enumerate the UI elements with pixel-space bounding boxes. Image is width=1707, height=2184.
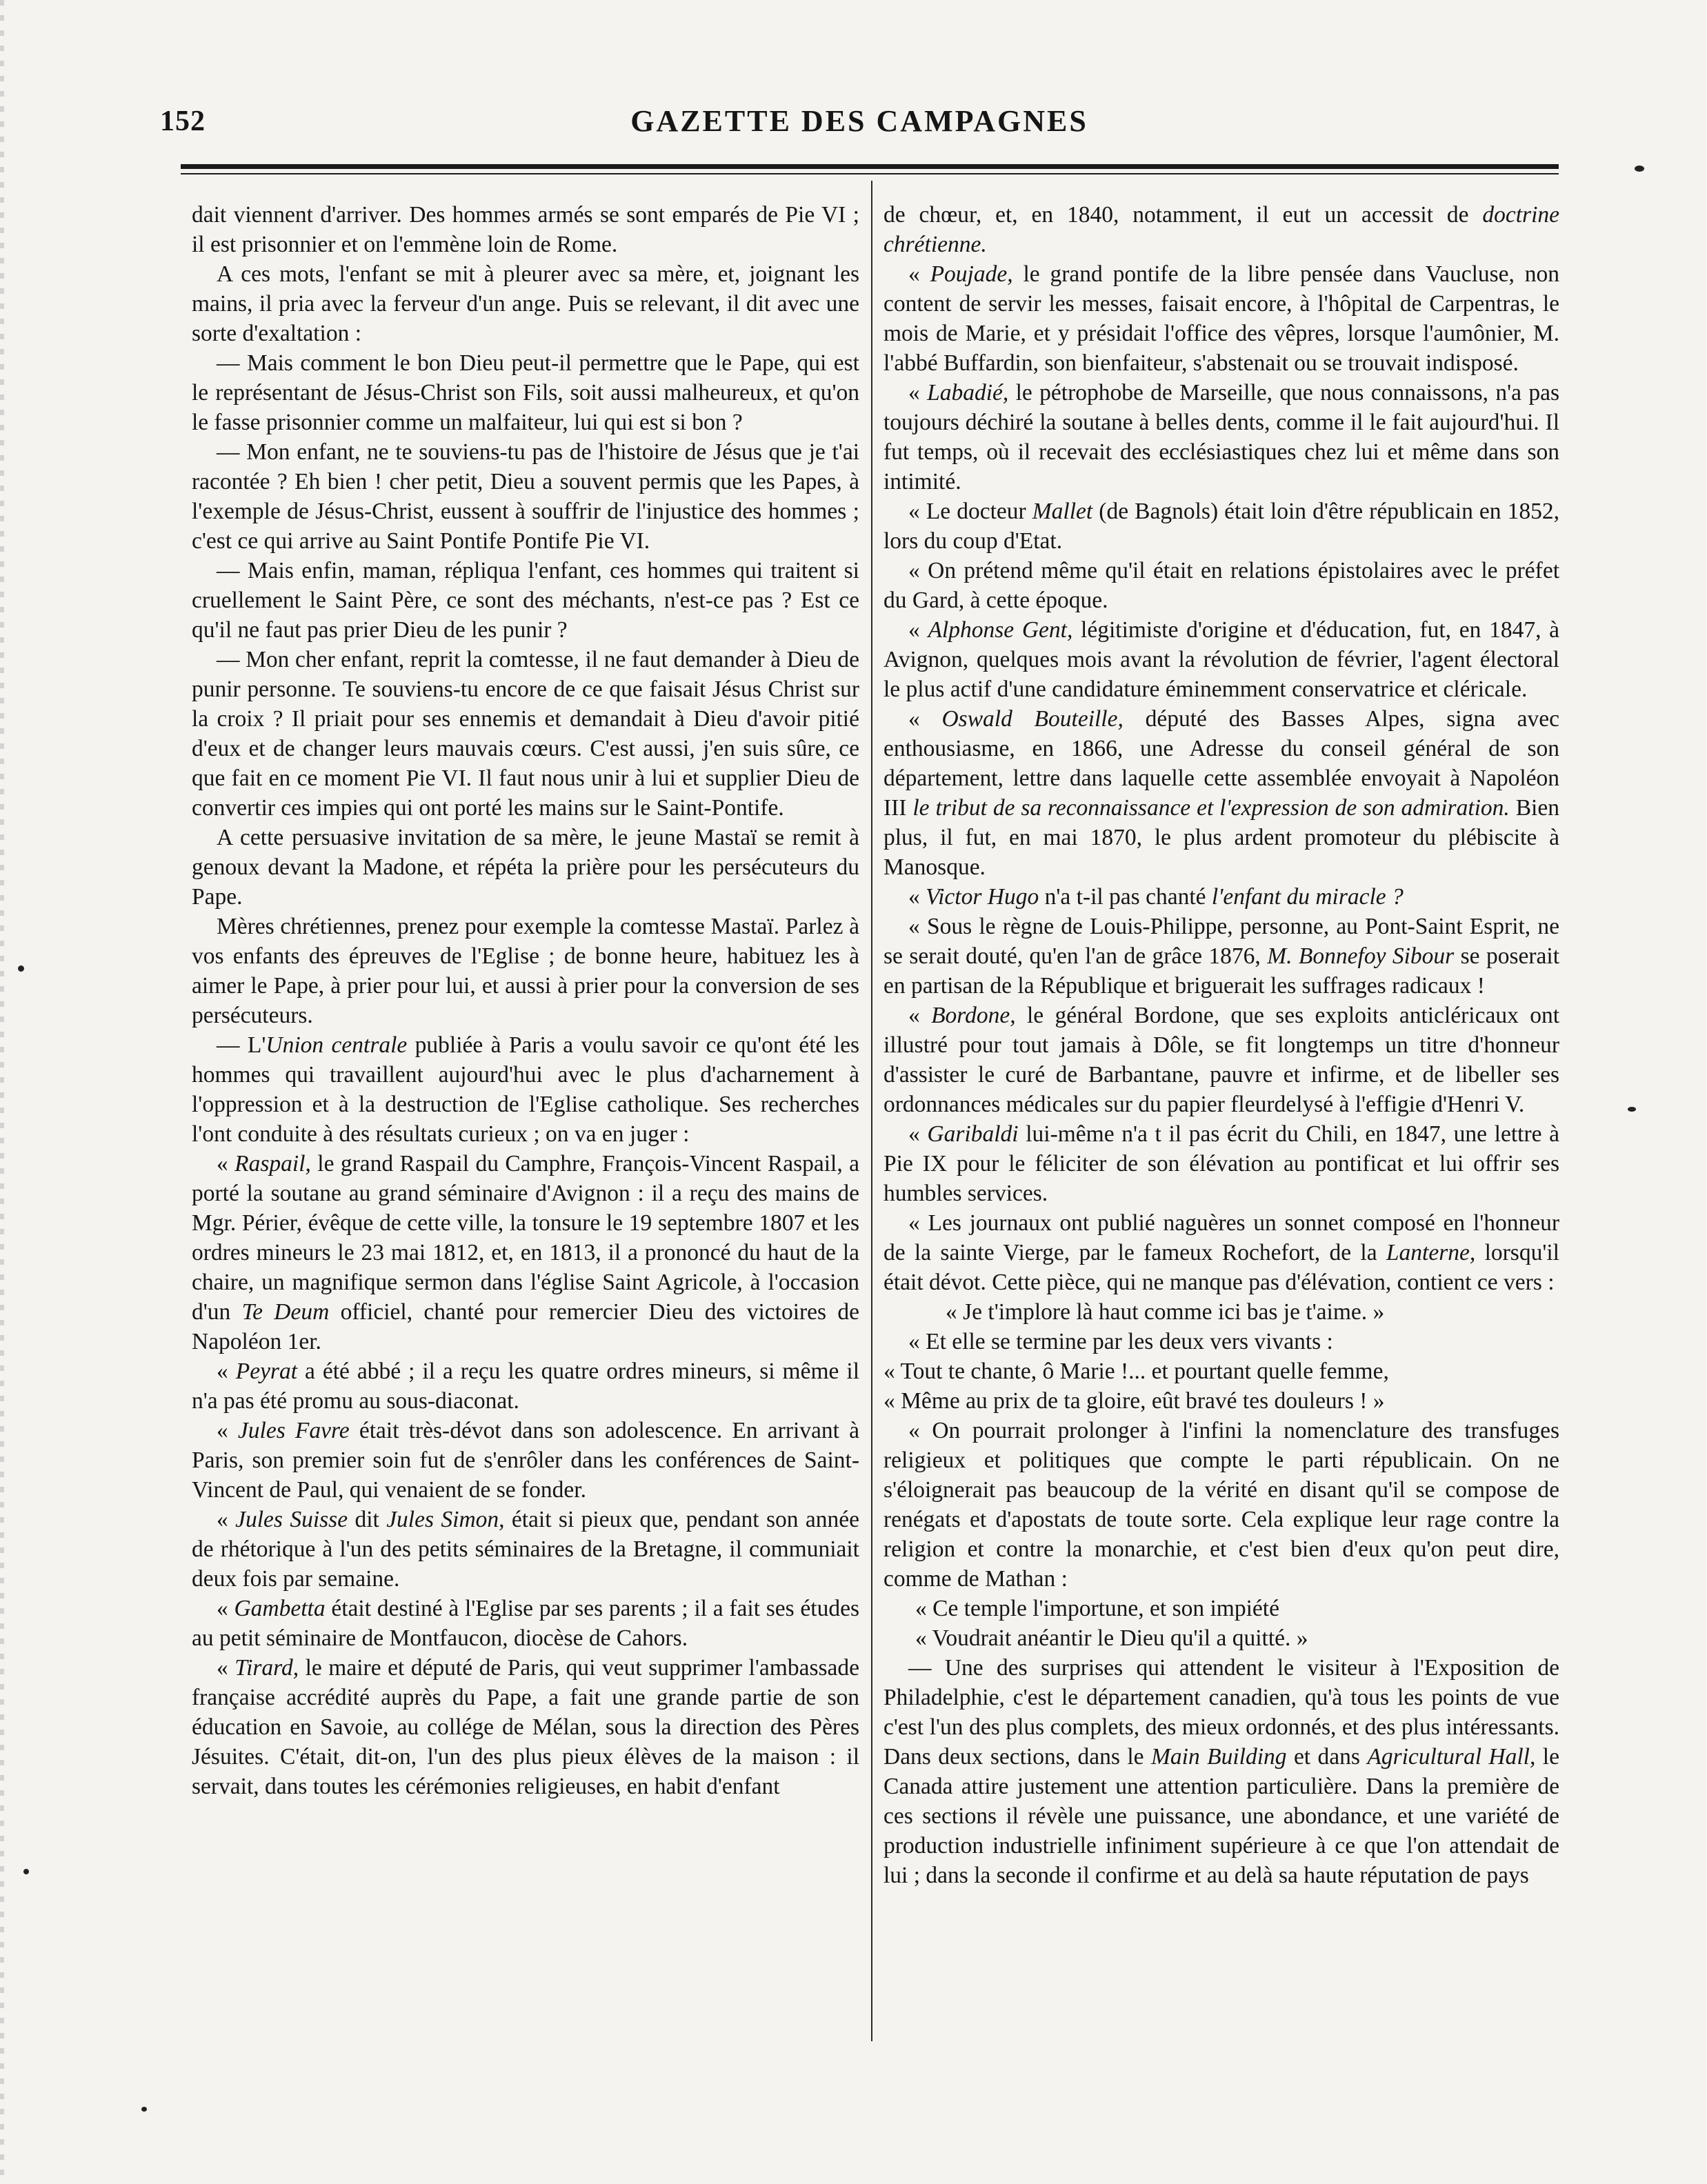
column-divider (871, 181, 872, 2041)
journal-title: GAZETTE DES CAMPAGNES (630, 104, 1088, 138)
paragraph-mallet: « Le docteur Mallet (de Bagnols) était loin d'être républicain en 1852, lors du coup d'Etat. (884, 499, 1559, 554)
paragraph-exposition: — Une des surprises qui attendent le visiteur à l'Exposition de Philadelphie, c'est le département canadien, qu'à tous les points de vue c'est l'un des plus complets, des mieux ordonnés, et des plus intéressants. Dans deux sections, dans le Main Building et dans Agricultural Hall, le Canada attire justement une attention particulière. Dans la première de ces sections il révèle une puissance, une abondance, et une variété de production industrielle infiniment supérieure à ce que l'on attendait de lui ; dans la seconde il confirme et au delà sa haute réputation de pays (884, 1655, 1559, 1888)
scan-speck (18, 965, 24, 972)
scan-speck (141, 2107, 147, 2112)
header-rule-thick (181, 164, 1559, 169)
scan-speck (23, 1869, 29, 1874)
scan-speck (1628, 1107, 1636, 1112)
paragraph-simon: « Jules Suisse dit Jules Simon, était si pieux que, pendant son année de rhétorique à l'un des petits séminaires de la Bretagne, il communiait deux fois par semaine. (192, 1507, 859, 1592)
paragraph-labadie: « Labadié, le pétrophobe de Marseille, que nous connaissons, n'a pas toujours déchiré la soutane à belles dents, comme il le fait aujourd'hui. Il fut temps, où il recevait des ecclésiastiques chez lui et même dans son intimité. (884, 380, 1559, 494)
paragraph-journaux: « Les journaux ont publié naguères un sonnet composé en l'honneur de la sainte Vierge, par le fameux Rochefort, de la Lanterne, lorsqu'il était dévot. Cette pièce, qui ne manque pas d'élévation, contient ce vers : (884, 1210, 1559, 1295)
paragraph-bouteille: « Oswald Bouteille, député des Basses Alpes, signa avec enthousiasme, en 1866, une Adresse du conseil général de son département, lettre dans laquelle cette assemblée envoyait à Napoléon III le tribut de sa reconnaissance et l'expression de son admiration. Bien plus, il fut, en mai 1870, le plus ardent promoteur du plébiscite à Manosque. (884, 706, 1559, 880)
paragraph: — Mais enfin, maman, répliqua l'enfant, ces hommes qui traitent si cruellement le Saint Père, ce sont des méchants, n'est-ce pas ? Est ce qu'il ne faut pas prier Dieu de les punir ? (192, 558, 859, 643)
paragraph-gambetta: « Gambetta était destiné à l'Eglise par ses parents ; il a fait ses études au petit séminaire de Montfaucon, diocèse de Cahors. (192, 1596, 859, 1651)
paragraph-tirard: « Tirard, le maire et député de Paris, qui veut supprimer l'ambassade française accrédité auprès du Pape, a fait une grande partie de son éducation en Savoie, au collége de Mélan, sous la direction des Pères Jésuites. C'était, dit-on, l'un des plus pieux élèves de la maison : il servait, dans toutes les cérémonies religieuses, en habit d'enfant (192, 1655, 859, 1799)
paragraph: A ces mots, l'enfant se mit à pleurer avec sa mère, et, joignant les mains, il pria avec la ferveur d'un ange. Puis se relevant, il dit avec une sorte d'exaltation : (192, 261, 859, 346)
header-rule-thin (181, 173, 1559, 174)
paragraph-garibaldi: « Garibaldi lui-même n'a t il pas écrit du Chili, en 1847, une lettre à Pie IX pour le féliciter de son élévation au pontificat et lui offrir ses humbles services. (884, 1121, 1559, 1206)
scan-speck (1635, 166, 1644, 172)
paragraph-mallet-2: « On prétend même qu'il était en relations épistolaires avec le préfet du Gard, à cette époque. (884, 558, 1559, 613)
page-number: 152 (160, 106, 206, 137)
paragraph-tirard-cont: de chœur, et, en 1840, notamment, il eut un accessit de doctrine chrétienne. (884, 202, 1559, 257)
verse-line: « Ce temple l'importune, et son impiété (915, 1596, 1279, 1621)
paragraph-gent: « Alphonse Gent, légitimiste d'origine et d'éducation, fut, en 1847, à Avignon, quelques mois avant la révolution de février, l'agent électoral le plus actif d'une candidature éminemment conservatrice et cléricale. (884, 617, 1559, 702)
left-column (192, 200, 859, 2027)
verse-line: « Tout te chante, ô Marie !... et pourtant quelle femme, (884, 1359, 1389, 1384)
paragraph-prolonger: « On pourrait prolonger à l'infini la nomenclature des transfuges religieux et politiques que compte le parti républicain. On ne s'éloignerait pas beaucoup de la vérité en disant qu'il se compose de renégats et d'apostats de toute sorte. Cela explique leur rage contre la religion et contre la monarchie, et c'est bien d'eux qu'on peut dire, comme de Mathan : (884, 1418, 1559, 1592)
right-column (884, 200, 1559, 2027)
paragraph-poujade: « Poujade, le grand pontife de la libre pensée dans Vaucluse, non content de servir les messes, faisait encore, à l'hôpital de Carpentras, le mois de Marie, et y présidait l'office des vêpres, lorsque l'aumônier, M. l'abbé Buffardin, son bienfaiteur, s'abstenait ou se trouvait indisposé. (884, 261, 1559, 376)
paragraph-bordone: « Bordone, le général Bordone, que ses exploits anticléricaux ont illustré pour tout jamais à Dôle, se fit longtemps un titre d'honneur d'assister le curé de Barbantane, pauvre et infirme, et de libeller ses ordonnances médicales sur du papier fleurdelysé à l'effigie d'Henri V. (884, 1003, 1559, 1117)
paragraph-favre: « Jules Favre était très-dévot dans son adolescence. En arrivant à Paris, son premier soin fut de s'enrôler dans les conférences de Saint-Vincent de Paul, qui venaient de se fonder. (192, 1418, 859, 1503)
paragraph: — Mais comment le bon Dieu peut-il permettre que le Pape, qui est le représentant de Jésus-Christ son Fils, soit aussi malheureux, et qu'on le fasse prisonnier comme un malfaiteur, lui qui est si bon ? (192, 350, 859, 435)
verse-line: « Je t'implore là haut comme ici bas je t'aime. » (946, 1299, 1385, 1325)
paragraph-union: — L'Union centrale publiée à Paris a voulu savoir ce qu'ont été les hommes qui travaillent aujourd'hui avec le plus d'acharnement à l'oppression et à la destruction de l'Eglise catholique. Ses recherches l'ont conduite à des résultats curieux ; on va en juger : (192, 1032, 859, 1147)
paragraph: dait viennent d'arriver. Des hommes armés se sont emparés de Pie VI ; il est prisonnier et on l'emmène loin de Rome. (192, 202, 859, 257)
verse-intro: « Et elle se termine par les deux vers vivants : (908, 1329, 1333, 1354)
verse-line: « Même au prix de ta gloire, eût bravé tes douleurs ! » (884, 1388, 1385, 1414)
paragraph-bonnefoy: « Sous le règne de Louis-Philippe, personne, au Pont-Saint Esprit, ne se serait douté, qu'en l'an de grâce 1876, M. Bonnefoy Sibour se poserait en partisan de la République et briguerait les suffrages radicaux ! (884, 914, 1559, 999)
page-header (160, 102, 1559, 143)
paragraph: A cette persuasive invitation de sa mère, le jeune Mastaï se remit à genoux devant la Madone, et répéta la prière pour les persécuteurs du Pape. (192, 825, 859, 910)
scan-edge-marks (0, 0, 4, 2184)
paragraph-peyrat: « Peyrat a été abbé ; il a reçu les quatre ordres mineurs, si même il n'a pas été promu au sous-diaconat. (192, 1359, 859, 1414)
paragraph-raspail: « Raspail, le grand Raspail du Camphre, François-Vincent Raspail, a porté la soutane au grand séminaire d'Avignon : il a reçu des mains de Mgr. Périer, évêque de cette ville, la tonsure le 19 septembre 1807 et les ordres mineurs le 23 mai 1812, et, en 1813, il a prononcé du haut de la chaire, un magnifique sermon dans l'église Saint Agricole, à l'occasion d'un Te Deum officiel, chanté pour remercier Dieu des victoires de Napoléon 1er. (192, 1151, 859, 1354)
paragraph-hugo: « Victor Hugo n'a t-il pas chanté l'enfant du miracle ? (908, 884, 1404, 910)
paragraph: — Mon cher enfant, reprit la comtesse, il ne faut demander à Dieu de punir personne. Te souviens-tu encore de ce que faisait Jésus Christ sur la croix ? Il priait pour ses ennemis et demandait à Dieu d'avoir pitié d'eux et de changer leurs mauvais cœurs. C'est aussi, j'en suis sûre, ce que fait en ce moment Pie VI. Il faut nous unir à lui et supplier Dieu de convertir ces impies qui ont porté les mains sur le Saint-Pontife. (192, 647, 859, 821)
paragraph: — Mon enfant, ne te souviens-tu pas de l'histoire de Jésus que je t'ai racontée ? Eh bien ! cher petit, Dieu a souvent permis que les Papes, à l'exemple de Jésus-Christ, eussent à souffrir de l'injustice des hommes ; c'est ce qui arrive au Saint Pontife Pontife Pie VI. (192, 439, 859, 554)
paragraph: Mères chrétiennes, prenez pour exemple la comtesse Mastaï. Parlez à vos enfants des épreuves de l'Eglise ; de bonne heure, habituez les à aimer le Pape, à prier pour lui, et aussi à prier pour la conversion de ses persécuteurs. (192, 914, 859, 1028)
verse-line: « Voudrait anéantir le Dieu qu'il a quitté. » (915, 1625, 1308, 1651)
